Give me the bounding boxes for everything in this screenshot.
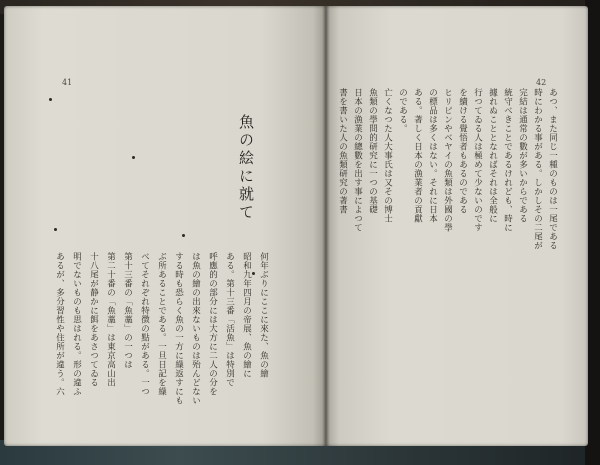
ink-mark xyxy=(54,228,57,231)
text-column: ある。著しく日本の漁業者の貢獻 xyxy=(412,88,423,223)
text-column: 明でないものも思はれる。形の違ふ xyxy=(71,252,82,396)
text-column: のである。 xyxy=(397,88,408,133)
text-column: ヒリピンやベヤイの魚類は外國の學 xyxy=(442,88,453,232)
book-gutter xyxy=(322,6,330,446)
text-column: の標品は多くはない。それに日本 xyxy=(427,88,438,223)
left-page xyxy=(4,6,326,446)
chapter-title: 魚の絵に就て xyxy=(237,114,255,222)
text-column: する時も恐らく魚の一方に繰返すにも xyxy=(173,252,184,405)
text-column: ぶ所あることである。一旦日記を繰 xyxy=(156,252,167,396)
text-column: 第十三番の「魚藁」の一つは xyxy=(122,252,133,369)
text-column: は魚の繪の出來ないものは殆んどない xyxy=(190,252,201,405)
ink-mark xyxy=(182,234,185,237)
text-column: 時にわかる事がある。しかしその二尾が xyxy=(532,88,543,250)
left-page-number: 41 xyxy=(62,78,73,87)
ink-mark xyxy=(132,156,135,159)
text-column: 魚類の學問的研究に一つの基礎 xyxy=(367,88,378,214)
right-page xyxy=(326,6,588,446)
text-column: 第二十番の「魚藁」は東京高山出 xyxy=(105,252,116,387)
text-column: 書を書いた人の魚類研究の著書 xyxy=(337,88,348,214)
text-column: 統守べきことであるけれども、時に xyxy=(502,88,513,232)
text-column: を續ける覺悟者もあるのである xyxy=(457,88,468,214)
text-column: ある。第十三番「活魚」は特別で xyxy=(224,252,235,387)
text-column: 日本の漁業の總數を出す事によつて xyxy=(352,88,363,232)
text-column: 完結は通常の數が多いからである xyxy=(517,88,528,223)
ink-mark xyxy=(49,98,52,101)
book-spread xyxy=(4,6,594,446)
text-column: あるが、多分習性や住所が違う。六 xyxy=(54,252,65,396)
text-column: 亡くなつた人大事氏は又その博士 xyxy=(382,88,393,223)
text-column: 呼應的の部分には大方に二人の分を xyxy=(207,252,218,396)
text-column: 何年ぶりにここに來た、魚の繪 xyxy=(258,252,269,378)
text-column: 昭和九年四月の帝展、魚の繪に xyxy=(241,252,252,378)
ink-mark xyxy=(252,272,255,275)
right-page-number: 42 xyxy=(536,78,547,87)
text-column: 行つてゐる人は極めて少ないのです xyxy=(472,88,483,232)
text-column: 據れぬこととなればそれは全般に xyxy=(487,88,498,223)
text-column: べてそれぞれ特徴の點がある。一つ xyxy=(139,252,150,396)
text-column: 十八尾が静かに餌をあさつてゐる xyxy=(88,252,99,387)
text-column: あつ、また同じ一種のものは一尾である xyxy=(547,88,558,250)
